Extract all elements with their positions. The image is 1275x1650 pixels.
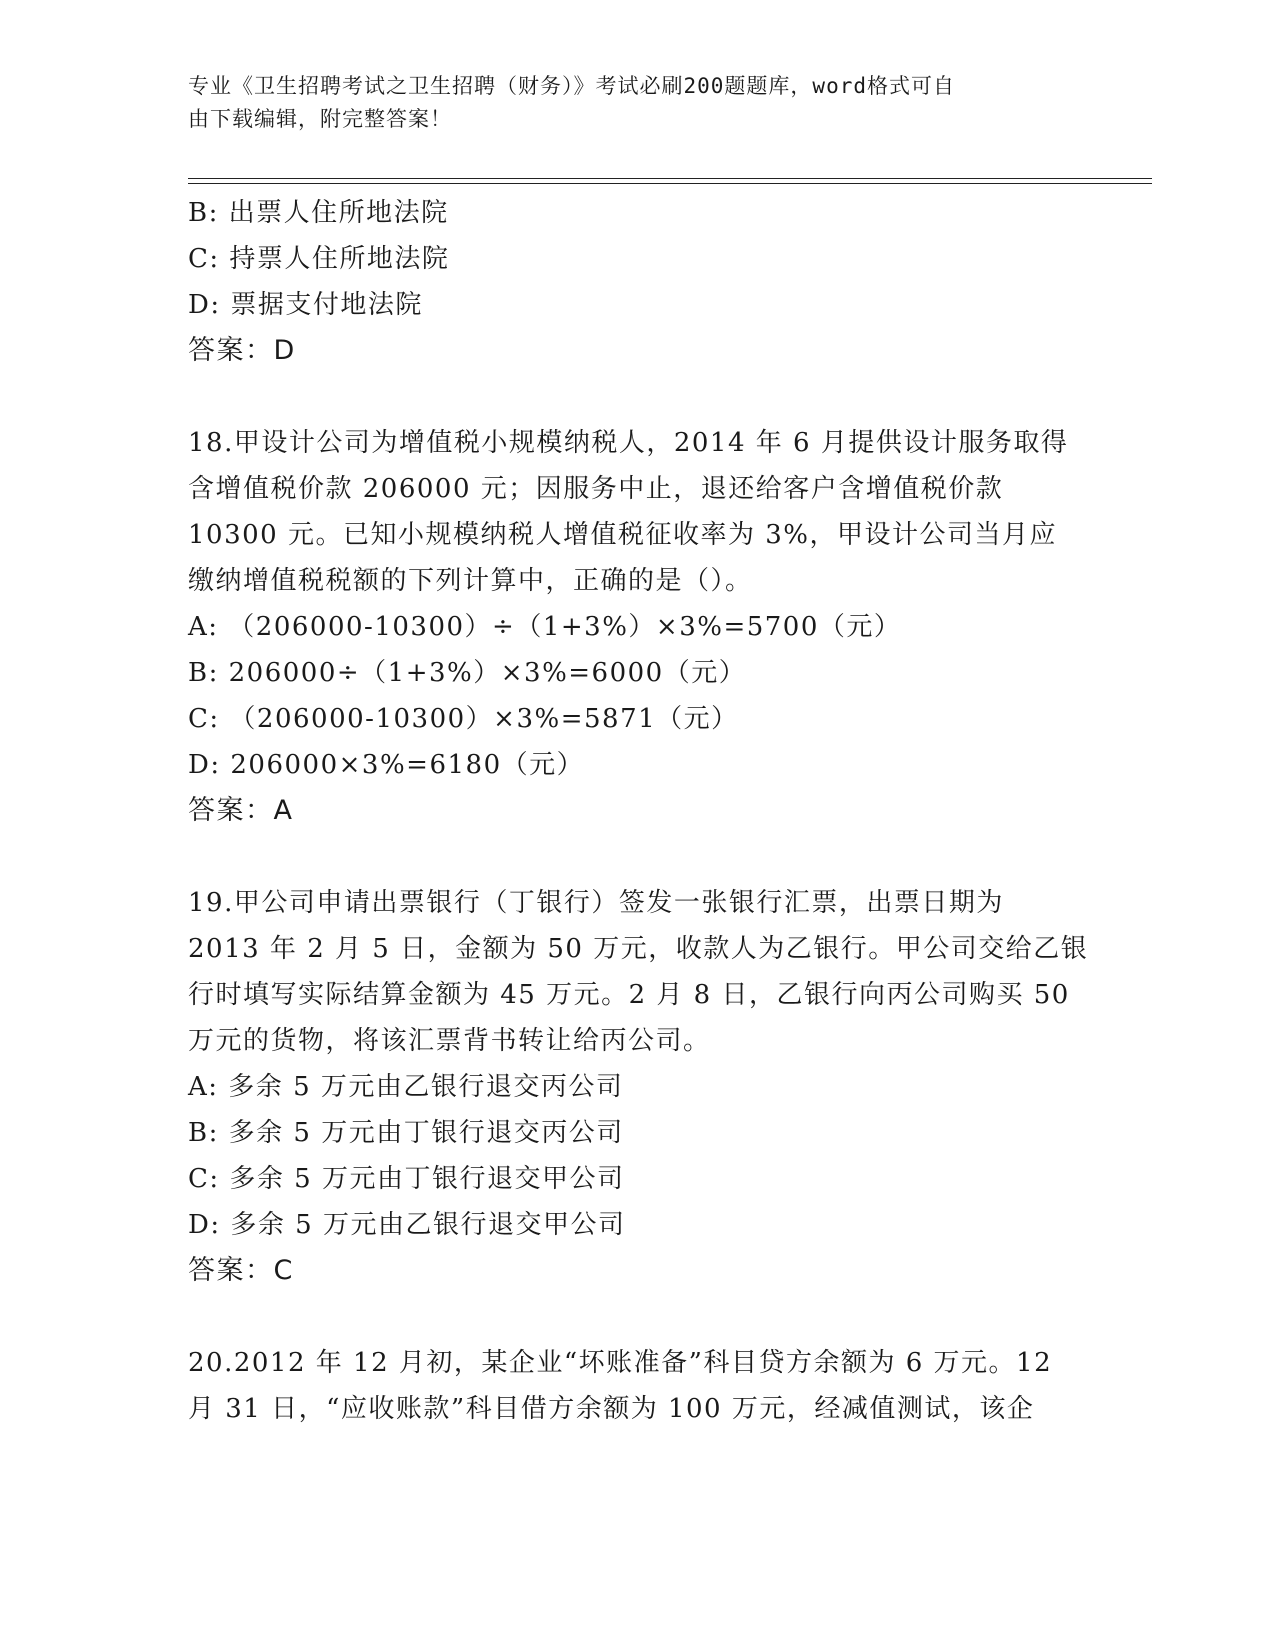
question-stem-line: 18.甲设计公司为增值税小规模纳税人，2014 年 6 月提供设计服务取得: [188, 428, 1069, 458]
question-stem-line: 20.2012 年 12 月初，某企业“坏账准备”科目贷方余额为 6 万元。12: [188, 1348, 1053, 1378]
option-c: C: 持票人住所地法院: [188, 244, 450, 274]
question-stem-line: 19.甲公司申请出票银行（丁银行）签发一张银行汇票，出票日期为: [188, 888, 1004, 918]
option-d: D: 206000×3%=6180（元）: [188, 750, 585, 780]
question-stem-line: 10300 元。已知小规模纳税人增值税征收率为 3%，甲设计公司当月应: [188, 520, 1057, 550]
question-stem-line: 行时填写实际结算金额为 45 万元。2 月 8 日，乙银行向丙公司购买 50: [188, 980, 1070, 1010]
option-c: C: （206000-10300）×3%=5871（元）: [188, 704, 739, 734]
option-b: B: 出票人住所地法院: [188, 198, 449, 228]
answer-label: 答案：A: [188, 795, 294, 826]
question-stem-line: 月 31 日，“应收账款”科目借方余额为 100 万元，经减值测试，该企: [188, 1394, 1035, 1424]
option-d: D: 票据支付地法院: [188, 290, 423, 320]
question-17-tail: [188, 190, 1088, 374]
question-18: [188, 420, 1088, 834]
header-line-2: 由下载编辑，附完整答案！: [188, 107, 452, 131]
header-divider-bottom: [188, 183, 1152, 184]
question-stem-line: 含增值税价款 206000 元；因服务中止，退还给客户含增值税价款: [188, 474, 1004, 504]
answer-label: 答案：C: [188, 1255, 294, 1286]
question-19: [188, 880, 1088, 1294]
question-stem-line: 万元的货物，将该汇票背书转让给丙公司。: [188, 1026, 711, 1056]
header-divider-top: [188, 178, 1152, 179]
document-body: [188, 190, 1088, 1432]
document-header: [188, 70, 1068, 136]
question-stem-line: 缴纳增值税税额的下列计算中，正确的是（）。: [188, 566, 753, 596]
question-20: [188, 1340, 1088, 1432]
option-b: B: 206000÷（1+3%）×3%=6000（元）: [188, 658, 747, 688]
header-line-1: 专业《卫生招聘考试之卫生招聘（财务）》考试必刷200题题库，word格式可自: [188, 74, 955, 98]
option-b: B: 多余 5 万元由丁银行退交丙公司: [188, 1118, 624, 1148]
option-c: C: 多余 5 万元由丁银行退交甲公司: [188, 1164, 625, 1194]
option-a: A: 多余 5 万元由乙银行退交丙公司: [188, 1072, 624, 1102]
question-stem-line: 2013 年 2 月 5 日，金额为 50 万元，收款人为乙银行。甲公司交给乙银: [188, 934, 1089, 964]
option-d: D: 多余 5 万元由乙银行退交甲公司: [188, 1210, 626, 1240]
option-a: A: （206000-10300）÷（1+3%）×3%=5700（元）: [188, 612, 902, 642]
answer-label: 答案：D: [188, 335, 296, 366]
